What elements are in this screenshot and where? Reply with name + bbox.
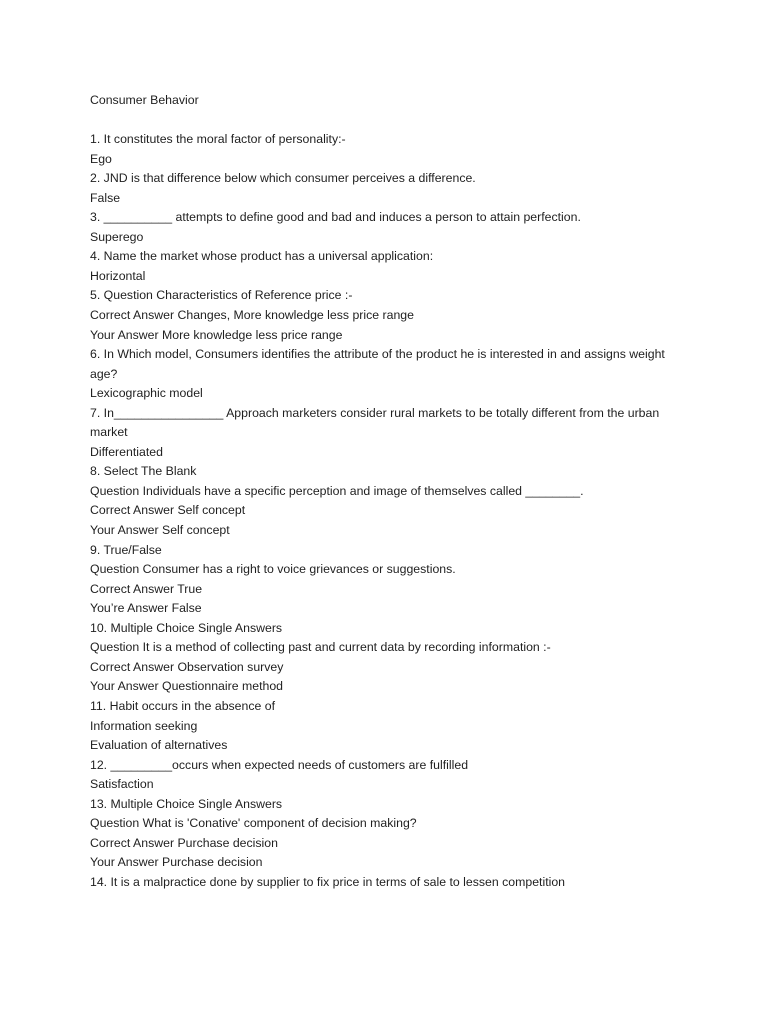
document-line: 3. __________ attempts to define good and bad and induces a person to attain perfection.: [90, 210, 581, 225]
document-line: Ego: [90, 151, 112, 166]
document-line: Your Answer Questionnaire method: [90, 679, 283, 694]
document-line: False: [90, 190, 121, 205]
document-line: 9. True/False: [90, 542, 162, 557]
document-line: Satisfaction: [90, 777, 154, 792]
document-line: age?: [90, 366, 118, 381]
blank-line: [90, 111, 690, 131]
document-line: Your Answer More knowledge less price range: [90, 327, 343, 342]
document-line: Question What is 'Conative' component of decision making?: [90, 816, 417, 831]
document-title: Consumer Behavior: [90, 93, 199, 107]
document-line: Correct Answer Observation survey: [90, 659, 284, 674]
document-line: Question Individuals have a specific perception and image of themselves called ________.: [90, 483, 584, 498]
document-line: Correct Answer Changes, More knowledge less price range: [90, 308, 414, 323]
document-line: 1. It constitutes the moral factor of personality:-: [90, 132, 346, 147]
document-line: Correct Answer True: [90, 581, 203, 596]
document-line: Correct Answer Self concept: [90, 503, 246, 518]
document-line: Question It is a method of collecting past and current data by recording information :-: [90, 640, 551, 655]
document-line: 2. JND is that difference below which consumer perceives a difference.: [90, 171, 476, 186]
document-line: Lexicographic model: [90, 386, 203, 401]
document-line: 6. In Which model, Consumers identifies the attribute of the product he is interested in and assigns weight: [90, 347, 665, 362]
document-line: 10. Multiple Choice Single Answers: [90, 620, 283, 635]
document-line: Information seeking: [90, 718, 198, 733]
document-line: You’re Answer False: [90, 601, 202, 616]
document-line: Differentiated: [90, 444, 163, 459]
document-line: 12. _________occurs when expected needs of customers are fulfilled: [90, 757, 469, 772]
document-line: Your Answer Purchase decision: [90, 855, 263, 870]
document-line: Correct Answer Purchase decision: [90, 835, 278, 850]
document-line: Horizontal: [90, 268, 146, 283]
document-line: Question Consumer has a right to voice grievances or suggestions.: [90, 562, 456, 577]
document-body: [90, 91, 690, 892]
document-line: Superego: [90, 229, 144, 244]
document-lines: [90, 130, 690, 892]
document-line: 7. In________________ Approach marketers consider rural markets to be totally different from the urban: [90, 405, 660, 420]
document-line: Evaluation of alternatives: [90, 738, 228, 753]
document-line: 14. It is a malpractice done by supplier to fix price in terms of sale to lessen competition: [90, 874, 566, 889]
document-line: 8. Select The Blank: [90, 464, 197, 479]
document-line: 11. Habit occurs in the absence of: [90, 698, 276, 713]
document-line: 13. Multiple Choice Single Answers: [90, 796, 283, 811]
document-line: 5. Question Characteristics of Reference price :-: [90, 288, 353, 303]
document-line: Your Answer Self concept: [90, 523, 230, 538]
document-line: 4. Name the market whose product has a universal application:: [90, 249, 434, 264]
document-line: market: [90, 425, 128, 440]
